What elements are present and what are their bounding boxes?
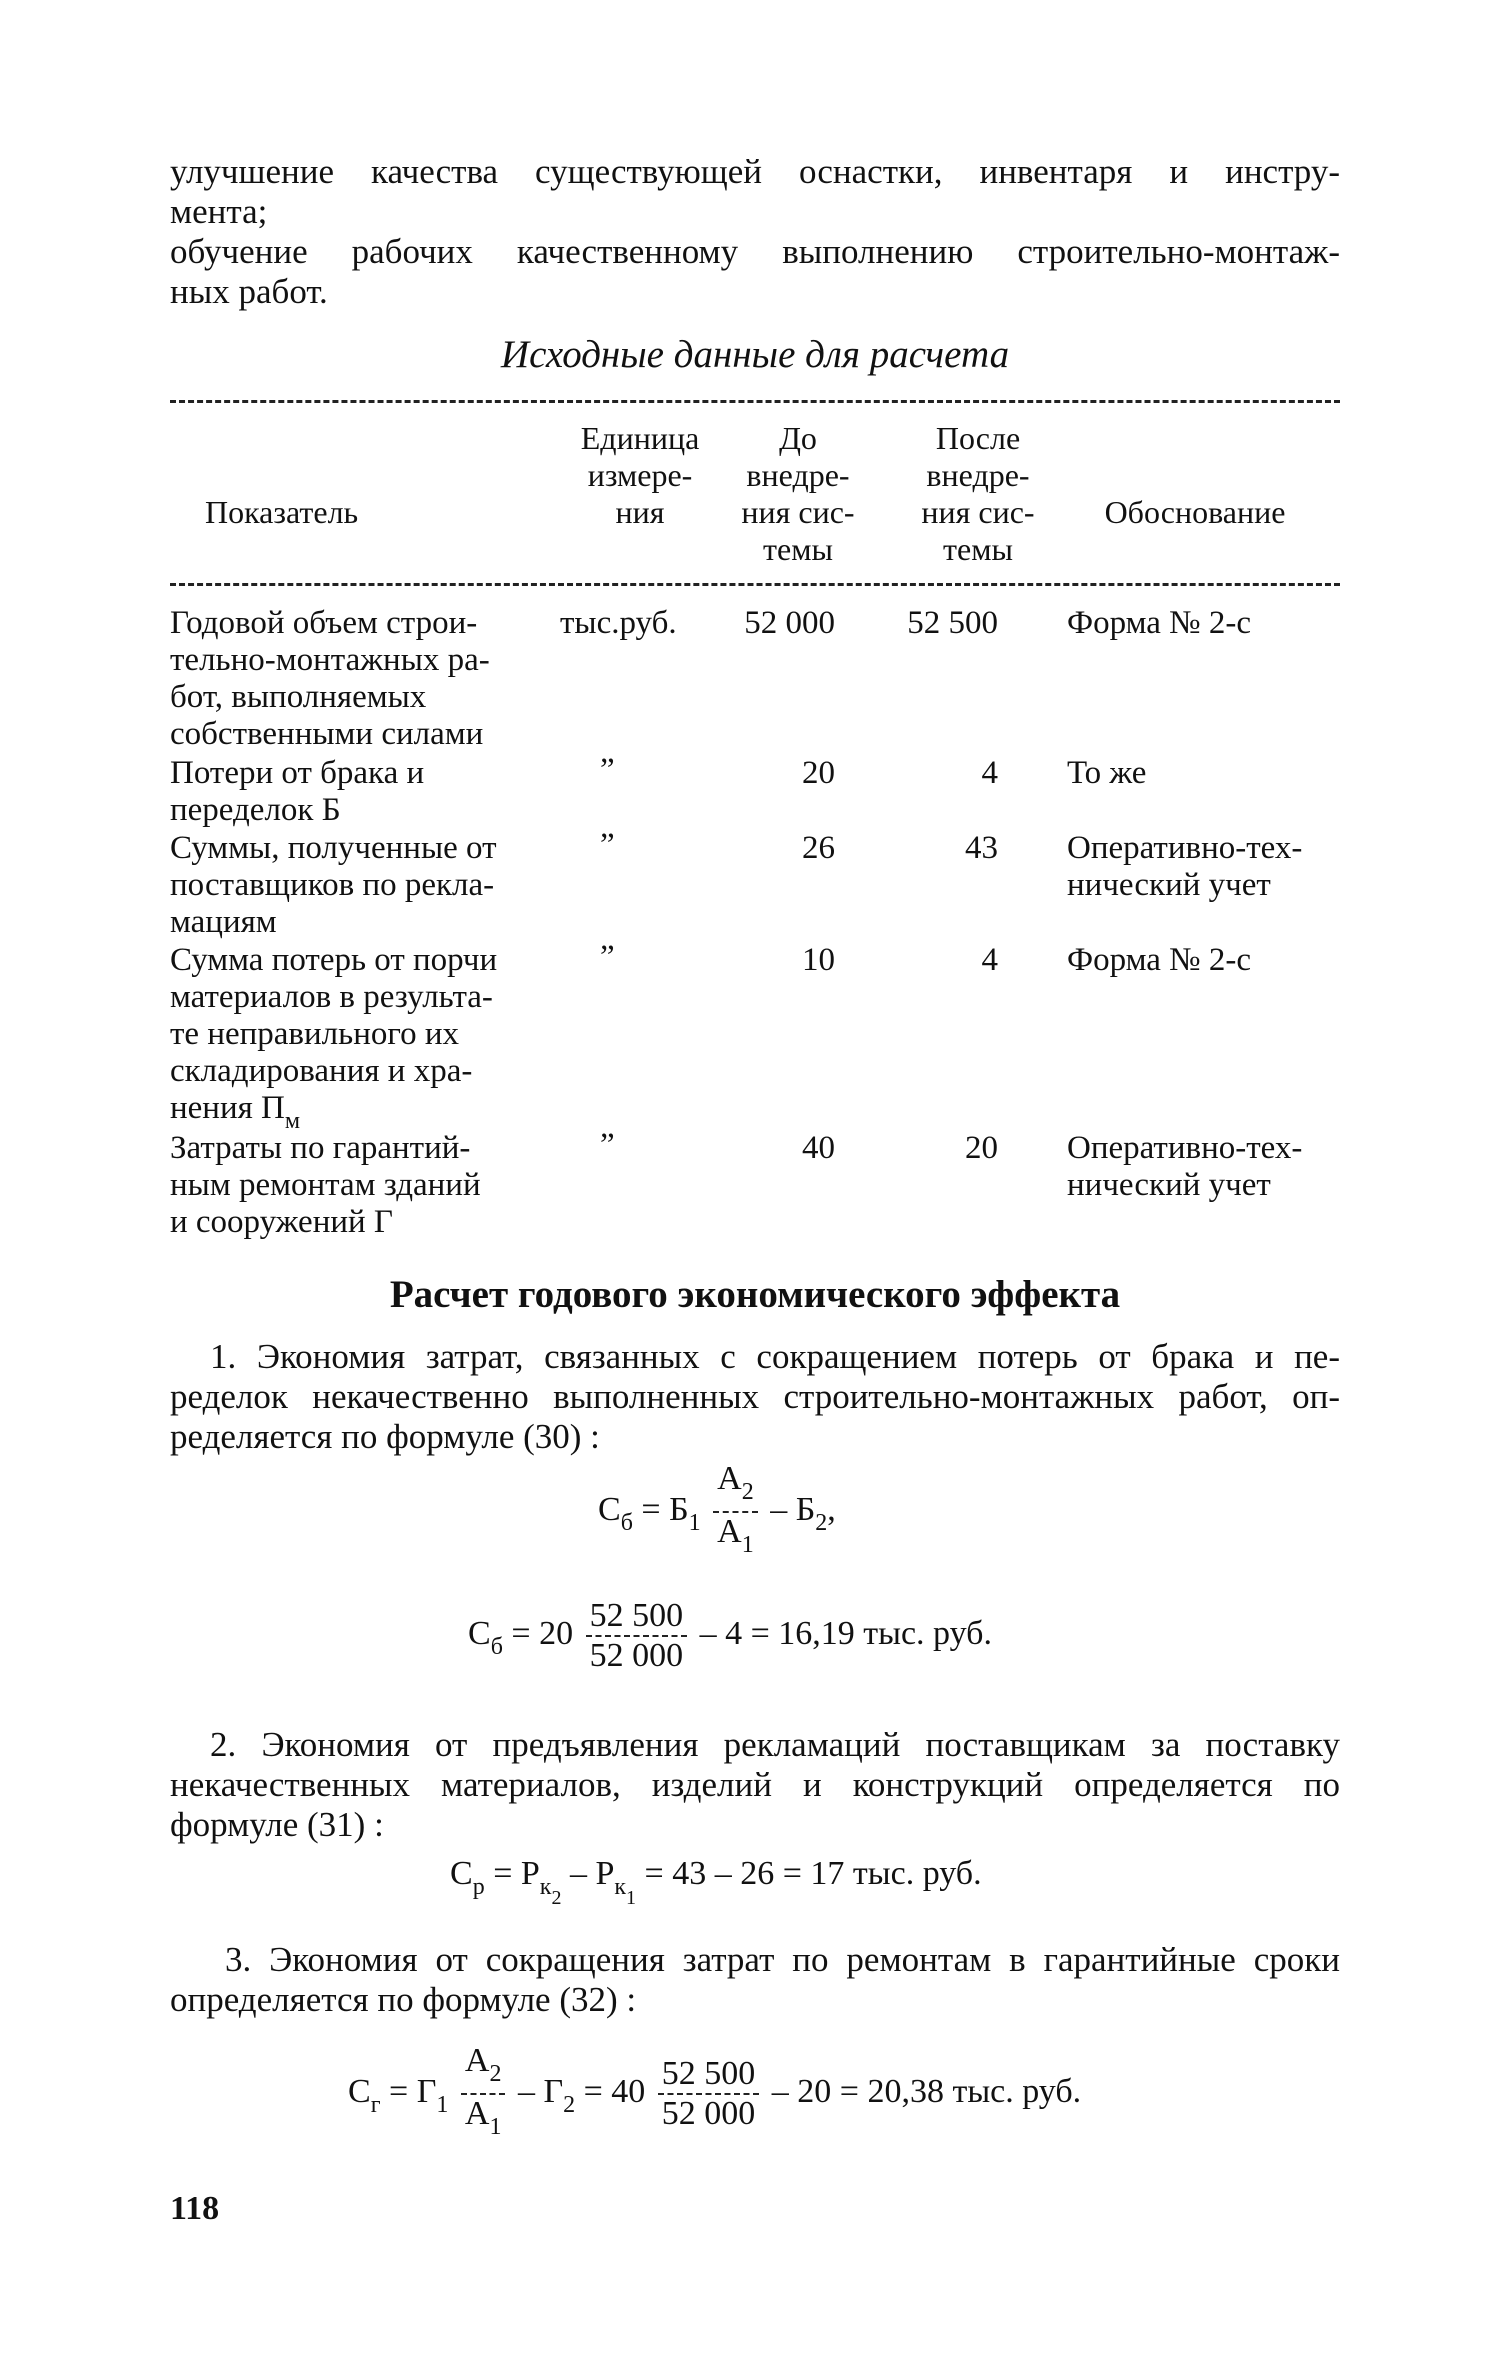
formula-subscript: 1 — [741, 1532, 754, 1558]
paragraph-line: 1. Экономия затрат, связанных с сокращением потерь от брака и пе- — [210, 1337, 1340, 1376]
table-row-3-basis — [1067, 830, 1347, 904]
table-row-1-indicator — [170, 605, 550, 753]
indicator-line: складирования и хра- — [170, 1053, 473, 1089]
indicator-line: бот, выполняемых — [170, 679, 427, 715]
formula-fraction — [658, 2055, 760, 2133]
formula-subscript: г — [370, 2091, 381, 2118]
indicator-line: мациям — [170, 904, 277, 940]
formula-symbol: С — [468, 1614, 491, 1652]
fraction-denominator: 52 000 — [661, 2095, 756, 2132]
indicator-line: Потери от брака и — [170, 755, 425, 791]
formula-subscript: 2 — [741, 1479, 754, 1505]
indicator-line: те неправильного их — [170, 1016, 459, 1052]
indicator-line: собственными силами — [170, 716, 484, 752]
header-before-line: До — [779, 420, 817, 456]
header-unit-line: измере- — [587, 457, 693, 493]
formula-subscript: 1 — [489, 2114, 502, 2140]
formula-32 — [348, 2042, 1081, 2146]
formula-30-calculation — [468, 1597, 992, 1675]
intro-line: улучшение качества существующей оснастки, инвентаря и инстру- — [170, 152, 1340, 191]
indicator-line: Суммы, полученные от — [170, 830, 497, 866]
table-header-rule — [170, 583, 1340, 586]
paragraph-line: ределяется по формуле (30) : — [170, 1417, 600, 1456]
table-row-2-indicator — [170, 755, 550, 829]
table-row-2-unit: ” — [600, 752, 615, 788]
table-title: Исходные данные для расчета — [500, 333, 1010, 376]
header-basis: Обоснование — [1104, 494, 1286, 530]
indicator-text: нения П — [170, 1090, 285, 1126]
basis-line: Оперативно-тех- — [1067, 1130, 1303, 1166]
fraction-denominator — [713, 1513, 758, 1564]
formula-subscript — [539, 1874, 562, 1909]
formula-symbol: С — [348, 2072, 371, 2110]
formula-punctuation: , — [827, 1490, 836, 1528]
table-row-2-after: 4 — [981, 755, 998, 791]
table-row-5-after: 20 — [965, 1130, 998, 1166]
formula-subscript: 2 — [489, 2061, 502, 2087]
paragraph-line: ределок некачественно выполненных строительно-монтажных работ, оп- — [170, 1377, 1340, 1416]
intro-line: мента; — [170, 192, 268, 231]
intro-line: обучение рабочих качественному выполнению строительно-монтаж- — [170, 232, 1340, 271]
indicator-line: и сооружений Г — [170, 1204, 394, 1240]
header-before-line: ния сис- — [741, 494, 855, 530]
table-row-1-unit: тыс.руб. — [560, 605, 677, 641]
header-before — [728, 420, 868, 568]
indicator-subscript: м — [284, 1108, 301, 1134]
indicator-line: поставщиков по рекла- — [170, 867, 495, 903]
header-after-line: темы — [943, 531, 1013, 567]
table-row-4-unit: ” — [600, 939, 615, 975]
formula-symbol: А — [464, 2042, 490, 2079]
header-unit — [560, 420, 720, 531]
table-row-5-before: 40 — [802, 1130, 835, 1166]
basis-line: Форма № 2-с — [1067, 605, 1251, 641]
basis-line: Оперативно-тех- — [1067, 830, 1303, 866]
header-after-line: ния сис- — [921, 494, 1035, 530]
table-row-5-indicator — [170, 1130, 550, 1241]
formula-subscript: 2 — [563, 2091, 576, 2118]
table-row-1-before: 52 000 — [744, 605, 835, 641]
table-row-4-after: 4 — [981, 942, 998, 978]
table-row-1-basis — [1067, 605, 1347, 642]
formula-subscript-index: 2 — [551, 1887, 562, 1909]
table-row-3-indicator — [170, 830, 550, 941]
table-row-3-before: 26 — [802, 830, 835, 866]
header-unit-line: ния — [615, 494, 665, 530]
paragraph-line: 3. Экономия от сокращения затрат по ремонтам в гарантийные сроки — [225, 1940, 1340, 1979]
formula-subscript: б — [490, 1633, 503, 1660]
formula-fraction — [713, 1460, 758, 1564]
formula-symbol: А — [464, 2095, 490, 2132]
formula-subscript: 1 — [688, 1509, 701, 1536]
formula-operator: = Р — [493, 1855, 540, 1892]
formula-symbol: С — [450, 1855, 473, 1892]
header-indicator: Показатель — [205, 494, 359, 530]
fraction-denominator: 52 000 — [589, 1637, 684, 1674]
formula-subscript-letter: к — [539, 1874, 552, 1900]
formula-fraction — [461, 2042, 506, 2146]
table-row-5-basis — [1067, 1130, 1347, 1204]
formula-operator: = — [641, 1490, 661, 1528]
indicator-line: ным ремонтам зданий — [170, 1167, 481, 1203]
header-after-line: внедре- — [926, 457, 1030, 493]
table-top-rule — [170, 400, 1340, 403]
paragraph-1 — [170, 1337, 1340, 1457]
paragraph-2 — [170, 1725, 1340, 1845]
formula-subscript: 1 — [436, 2091, 449, 2118]
table-row-4-before: 10 — [802, 942, 835, 978]
formula-symbol: Б — [669, 1490, 689, 1528]
fraction-numerator: 52 500 — [586, 1597, 688, 1637]
header-after — [898, 420, 1058, 568]
fraction-numerator — [461, 2042, 506, 2095]
intro-line: ных работ. — [170, 272, 328, 311]
formula-operator: – — [770, 1490, 788, 1528]
formula-31 — [450, 1855, 982, 1910]
table-row-4-indicator — [170, 942, 550, 1140]
header-before-line: внедре- — [746, 457, 850, 493]
formula-operator: = Г — [389, 2072, 437, 2110]
formula-operator: = 40 — [583, 2072, 646, 2110]
formula-30 — [598, 1460, 836, 1564]
formula-operator: – Г — [517, 2072, 564, 2110]
table-row-4-basis — [1067, 942, 1347, 979]
header-after-line: После — [935, 420, 1021, 456]
formula-operator: = 20 — [511, 1614, 574, 1652]
indicator-line: материалов в результа- — [170, 979, 493, 1015]
section-heading: Расчет годового экономического эффекта — [389, 1273, 1121, 1316]
basis-line: Форма № 2-с — [1067, 942, 1251, 978]
table-row-3-after: 43 — [965, 830, 998, 866]
table-row-5-unit: ” — [600, 1127, 615, 1163]
indicator-line: переделок Б — [170, 792, 341, 828]
paragraph-line: определяется по формуле (32) : — [170, 1980, 637, 2019]
formula-subscript: 2 — [815, 1509, 828, 1536]
intro-paragraph — [170, 152, 1340, 312]
indicator-line: тельно-монтажных ра- — [170, 642, 490, 678]
formula-symbol: А — [717, 1460, 742, 1497]
fraction-numerator: 52 500 — [658, 2055, 760, 2095]
formula-result: – 4 = 16,19 тыс. руб. — [699, 1614, 992, 1652]
formula-subscript: р — [472, 1874, 485, 1900]
page-number: 118 — [170, 2190, 220, 2227]
paragraph-line: некачественных материалов, изделий и конструкций определяется по — [170, 1765, 1340, 1804]
indicator-line: Затраты по гарантий- — [170, 1130, 471, 1166]
header-before-line: темы — [763, 531, 833, 567]
indicator-line: Сумма потерь от порчи — [170, 942, 498, 978]
paragraph-3 — [170, 1940, 1340, 2020]
paragraph-line: формуле (31) : — [170, 1805, 384, 1844]
indicator-line: Годовой объем строи- — [170, 605, 478, 641]
formula-operator: – Р — [569, 1855, 615, 1892]
basis-line: То же — [1067, 755, 1147, 791]
table-row-2-before: 20 — [802, 755, 835, 791]
formula-subscript: б — [620, 1509, 633, 1536]
formula-symbol: Б — [795, 1490, 816, 1528]
formula-result: – 20 = 20,38 тыс. руб. — [771, 2072, 1082, 2110]
fraction-denominator — [461, 2095, 506, 2146]
fraction-numerator — [713, 1460, 758, 1513]
header-unit-line: Единица — [580, 420, 700, 456]
table-row-2-basis — [1067, 755, 1347, 792]
formula-fraction — [586, 1597, 688, 1675]
formula-subscript-index: 1 — [626, 1887, 637, 1909]
formula-symbol: С — [598, 1490, 621, 1528]
basis-line: нический учет — [1067, 867, 1271, 903]
formula-symbol: А — [717, 1513, 742, 1550]
table-row-1-after: 52 500 — [907, 605, 998, 641]
basis-line: нический учет — [1067, 1167, 1271, 1203]
formula-subscript-letter: к — [614, 1874, 627, 1900]
formula-result: = 43 – 26 = 17 тыс. руб. — [644, 1855, 982, 1892]
formula-subscript — [614, 1874, 637, 1909]
paragraph-line: 2. Экономия от предъявления рекламаций поставщикам за поставку — [210, 1725, 1340, 1764]
table-row-3-unit: ” — [600, 827, 615, 863]
